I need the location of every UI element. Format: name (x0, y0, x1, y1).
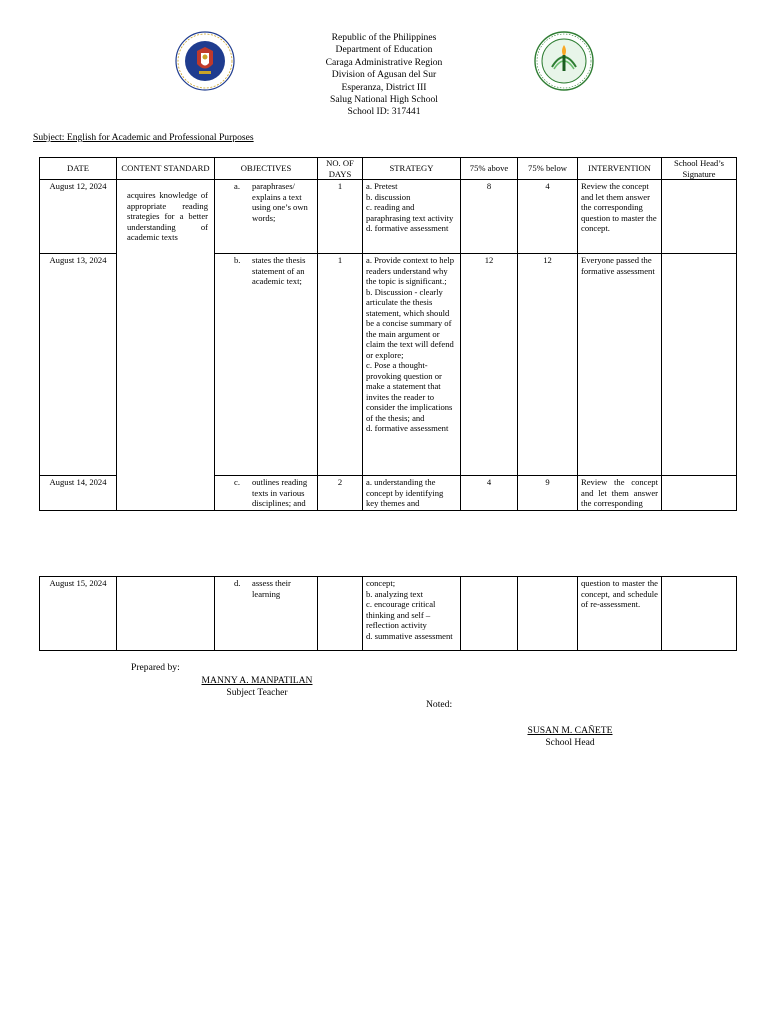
header-intervention: INTERVENTION (578, 158, 662, 180)
header-date: DATE (40, 158, 117, 180)
teacher-name: MANNY A. MANPATILAN (201, 675, 313, 686)
date-cell: August 13, 2024 (40, 254, 117, 476)
header-objectives: OBJECTIVES (215, 158, 318, 180)
header-content-standard: CONTENT STANDARD (117, 158, 215, 180)
objective-letter: c. (234, 477, 240, 487)
header-signature: School Head’s Signature (662, 158, 737, 180)
below-cell: 9 (518, 476, 578, 511)
objective-letter: a. (234, 181, 240, 191)
header-line: School ID: 317441 (347, 106, 421, 118)
strategy-item: c. encourage critical thinking and self – reflection activity (366, 599, 436, 630)
days-cell: 2 (318, 476, 363, 511)
teacher-signature-block (160, 675, 354, 699)
objective-cell (215, 476, 318, 511)
strategy-item: a. Pretest (366, 181, 398, 191)
lesson-table-continued (39, 576, 737, 651)
days-cell: 1 (318, 254, 363, 476)
objective-text: paraphrases/ explains a text using one’s own words; (252, 181, 308, 223)
lesson-table (39, 157, 737, 511)
header-below: 75% below (518, 158, 578, 180)
header-line: Republic of the Philippines (331, 32, 437, 43)
header-line: Department of Education (335, 44, 433, 56)
content-standard-cell (117, 577, 215, 651)
header-strategy: STRATEGY (363, 158, 461, 180)
below-cell (518, 577, 578, 651)
table-header-row (40, 158, 737, 180)
strategy-item: b. Discussion - clearly articulate the thesis statement, which should be a concise summary of the main argument or claim the text will defend or explore; (366, 286, 454, 360)
header-line: Salug National High School (330, 94, 438, 106)
signature-cell (662, 476, 737, 511)
prepared-by-label: Prepared by: (131, 662, 180, 673)
strategy-item: a. understanding the concept by identifying key themes and (366, 477, 444, 508)
strategy-item: b. analyzing text (366, 588, 424, 599)
date-cell: August 14, 2024 (40, 476, 117, 511)
above-cell: 4 (461, 476, 518, 511)
below-cell: 4 (518, 180, 578, 254)
strategy-item: d. summative assessment (366, 630, 453, 641)
above-cell (461, 577, 518, 651)
objective-letter: d. (234, 578, 241, 588)
noted-label: Noted: (426, 699, 453, 710)
table-row (40, 577, 737, 651)
header-days: NO. OF DAYS (318, 158, 363, 180)
signature-cell (662, 254, 737, 476)
objective-cell (215, 180, 318, 254)
date-cell: August 12, 2024 (40, 180, 117, 254)
objective-cell (215, 577, 318, 651)
intervention-cell: question to master the concept, and schedule of re-assessment. (578, 577, 662, 651)
strategy-item: b. discussion (366, 191, 411, 202)
objective-cell (215, 254, 318, 476)
strategy-item: d. formative assessment (366, 223, 449, 233)
strategy-cell (363, 577, 461, 651)
document-header (0, 32, 768, 119)
header-line: Caraga Administrative Region (325, 56, 443, 68)
intervention-cell: Review the concept and let them answer the corresponding question to master the concept. (578, 180, 662, 254)
head-signature-block (490, 725, 650, 749)
teacher-title: Subject Teacher (226, 687, 288, 698)
content-standard-cell: acquires knowledge of appropriate reading strategies for a better understanding of academic texts (117, 180, 215, 511)
strategy-item: a. Provide context to help readers understand why the topic is significant.; (366, 255, 455, 286)
header-line: Division of Agusan del Sur (331, 69, 437, 81)
signature-cell (662, 577, 737, 651)
subject-line: Subject: English for Academic and Professional Purposes (33, 132, 254, 143)
header-line: Esperanza, District III (341, 81, 427, 93)
date-cell: August 15, 2024 (40, 577, 117, 651)
strategy-item: d. formative assessment (366, 423, 449, 433)
intervention-cell: Everyone passed the formative assessment (578, 254, 662, 476)
above-cell: 12 (461, 254, 518, 476)
strategy-item: c. reading and paraphrasing text activity (366, 202, 454, 223)
strategy-item: concept; (366, 578, 396, 588)
objective-text: assess their learning (252, 578, 291, 599)
objective-text: states the thesis statement of an academic text; (252, 255, 306, 286)
below-cell: 12 (518, 254, 578, 476)
strategy-cell (363, 180, 461, 254)
strategy-cell (363, 254, 461, 476)
table-row (40, 180, 737, 254)
strategy-cell (363, 476, 461, 511)
days-cell (318, 577, 363, 651)
days-cell: 1 (318, 180, 363, 254)
head-name: SUSAN M. CAÑETE (527, 725, 613, 736)
head-title: School Head (545, 737, 595, 748)
objective-letter: b. (234, 255, 241, 265)
above-cell: 8 (461, 180, 518, 254)
header-above: 75% above (461, 158, 518, 180)
strategy-item: c. Pose a thought-provoking question or make a statement that invites the reader to consider the implications of the thesis; and (366, 360, 453, 423)
intervention-cell: Review the concept and let them answer the corresponding (578, 476, 662, 511)
objective-text: outlines reading texts in various disciplines; and (252, 477, 308, 508)
signature-cell (662, 180, 737, 254)
